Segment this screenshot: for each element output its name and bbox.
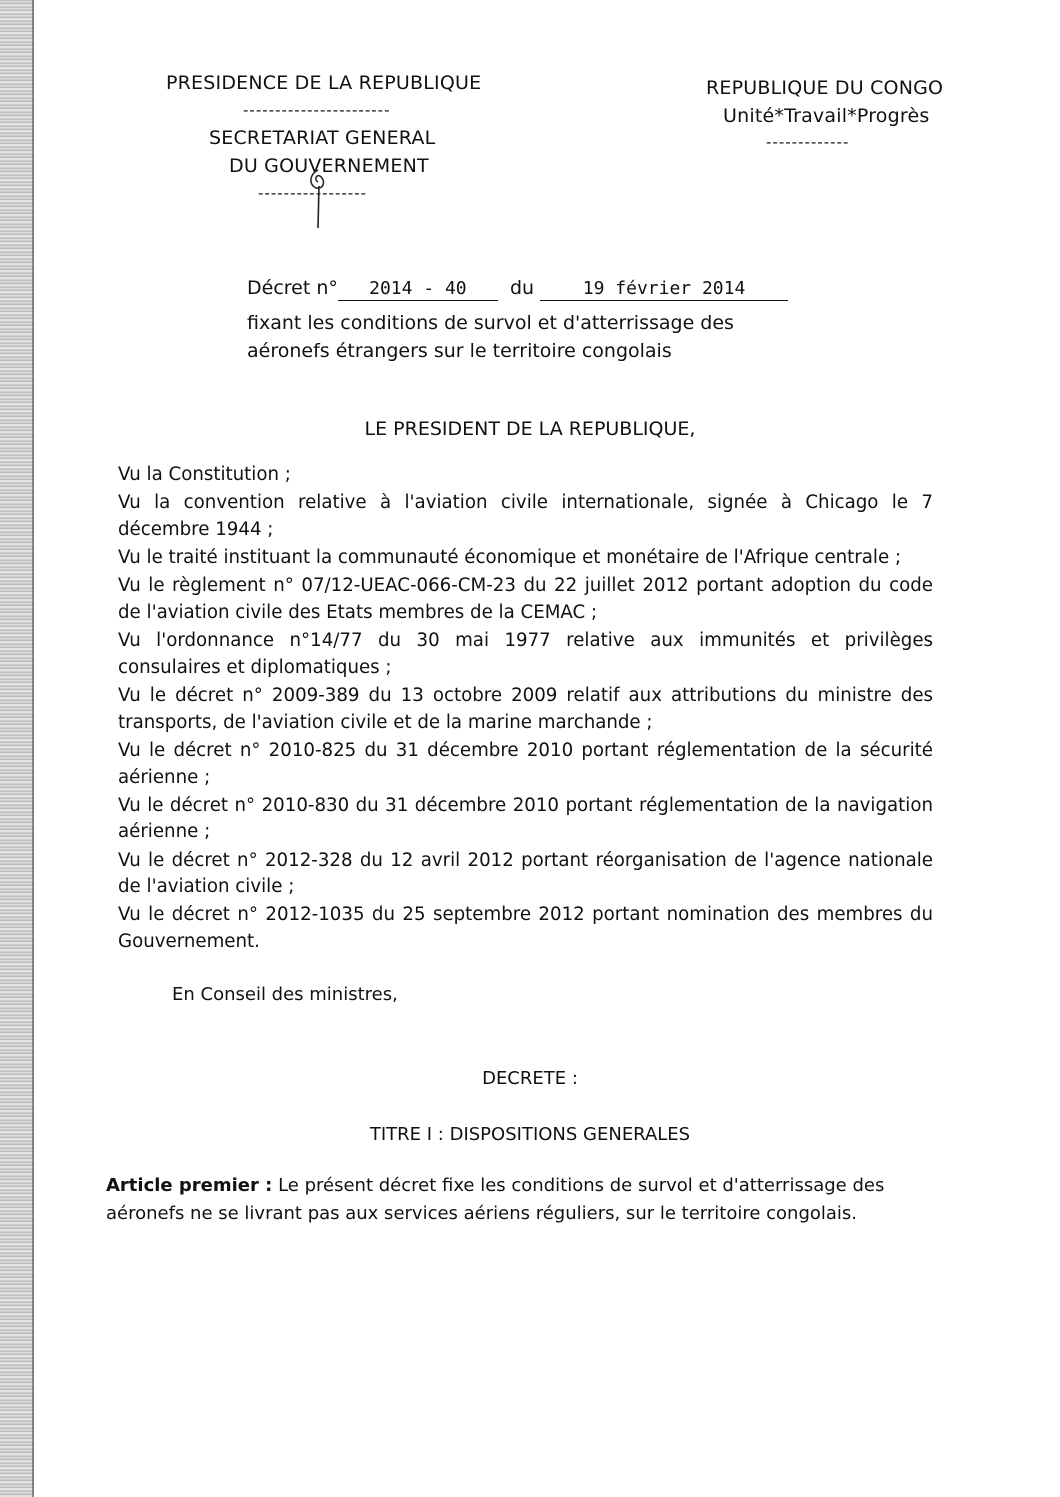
- considerant-item: Vu le traité instituant la communauté économique et monétaire de l'Afrique centrale ;: [118, 546, 902, 568]
- scan-edge-line: [32, 0, 34, 1497]
- republic-title: REPUBLIQUE DU CONGO: [706, 77, 944, 99]
- scan-edge-artifact: [0, 0, 34, 1497]
- article-text: Le présent décret fixe les conditions de survol et d'atterrissage des aéronefs ne se livrant pas aux services aériens réguliers, sur le territoire congolais.: [106, 1175, 885, 1224]
- decree-du: du: [509, 277, 535, 299]
- titre-heading: TITRE I : DISPOSITIONS GENERALES: [369, 1124, 691, 1145]
- secretariat-line-1: SECRETARIAT GENERAL: [209, 127, 436, 149]
- conseil-line: En Conseil des ministres,: [172, 984, 398, 1005]
- considerant-item: Vu l'ordonnance n°14/77 du 30 mai 1977 relative aux immunités et privilèges consulaires et diplomatiques ;: [118, 629, 933, 678]
- decree-date: 19 février 2014: [540, 278, 788, 301]
- president-line: LE PRESIDENT DE LA REPUBLIQUE,: [364, 418, 696, 440]
- article-label: Article premier :: [106, 1175, 273, 1196]
- handwritten-initial-mark: [300, 166, 340, 232]
- considerant-item: Vu le décret n° 2010-825 du 31 décembre 2010 portant réglementation de la sécurité aérienne ;: [118, 739, 933, 788]
- article-premier: [106, 1172, 934, 1228]
- considerant-item: Vu le décret n° 2012-1035 du 25 septembre 2012 portant nomination des membres du Gouvernement.: [118, 904, 933, 953]
- considerants-list: [118, 462, 933, 957]
- secretariat-line-2: DU GOUVERNEMENT: [229, 155, 429, 177]
- considerant-item: Vu le règlement n° 07/12-UEAC-066-CM-23 du 22 juillet 2012 portant adoption du code de l'aviation civile des Etats membres de la CEMAC ;: [118, 575, 933, 623]
- considerant-item: Vu le décret n° 2012-328 du 12 avril 2012 portant réorganisation de l'agence nationale de l'aviation civile ;: [118, 849, 933, 898]
- decree-subject: fixant les conditions de survol et d'atterrissage des aéronefs étrangers sur le territoire congolais: [247, 312, 734, 362]
- decree-number: 2014 - 40: [338, 278, 498, 301]
- considerant-item: Vu la Constitution ;: [118, 464, 291, 485]
- presidence-divider: -----------------------: [243, 101, 391, 119]
- decree-prefix: Décret n°: [247, 277, 338, 299]
- presidence-title: PRESIDENCE DE LA REPUBLIQUE: [166, 72, 482, 94]
- considerant-item: Vu la convention relative à l'aviation civile internationale, signée à Chicago le 7 décembre 1944 ;: [118, 492, 933, 540]
- republic-divider: -------------: [766, 133, 850, 151]
- considerant-item: Vu le décret n° 2009-389 du 13 octobre 2009 relatif aux attributions du ministre des transports, de l'aviation civile et de la marine marchande ;: [118, 684, 933, 733]
- decree-heading: [247, 277, 788, 301]
- decrete-heading: DECRETE :: [482, 1068, 578, 1089]
- republic-motto: Unité*Travail*Progrès: [723, 105, 930, 127]
- secretariat-divider: -----------------: [258, 184, 368, 202]
- considerant-item: Vu le décret n° 2010-830 du 31 décembre 2010 portant réglementation de la navigation aérienne ;: [118, 794, 933, 843]
